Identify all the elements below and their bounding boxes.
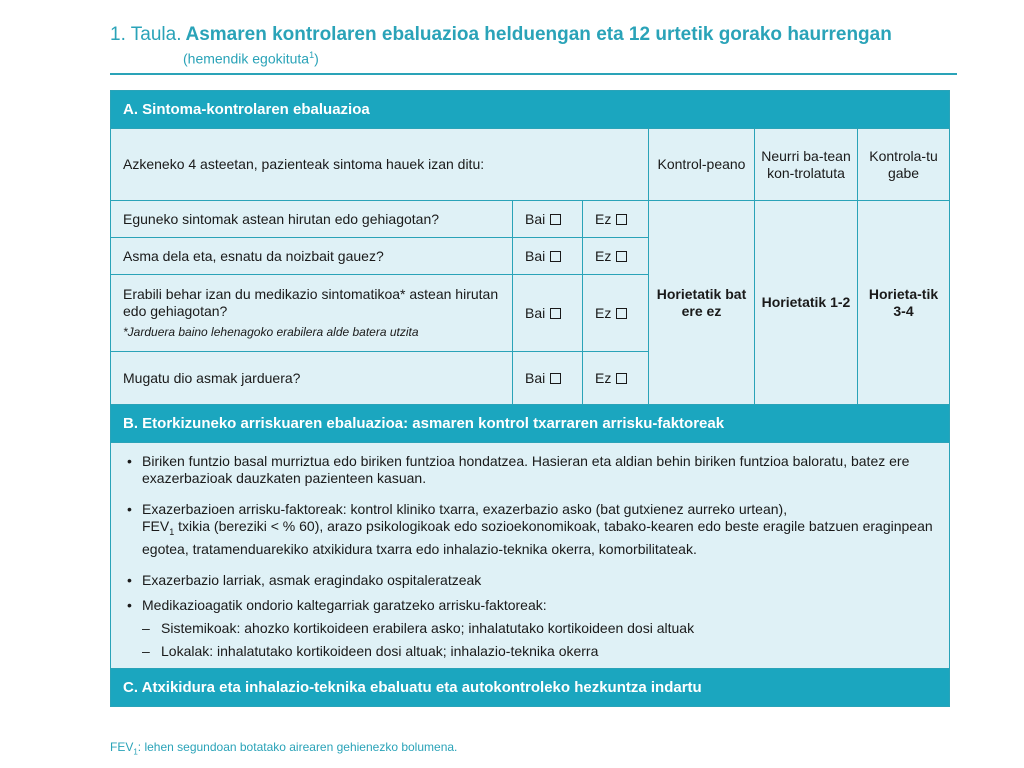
question-note: *Jarduera baino lehenagoko erabilera alde batera utzita xyxy=(123,324,419,339)
yes-option[interactable] xyxy=(513,201,583,238)
result-partially-controlled: Horietatik 1-2 xyxy=(755,201,858,405)
yes-label: Bai xyxy=(525,211,546,227)
caption-prefix: 1. Taula. xyxy=(110,24,182,45)
list-item: • Exazerbazio larriak, asmak eragindako ospitaleratzeak xyxy=(125,572,935,589)
footnote-fev: FEV xyxy=(110,740,134,754)
caption-sub-close: ) xyxy=(314,50,319,67)
no-option[interactable] xyxy=(583,201,649,238)
checkbox-icon[interactable] xyxy=(616,214,627,225)
no-option[interactable] xyxy=(583,275,649,352)
section-b-header xyxy=(111,405,950,443)
list-item: • Biriken funtzio basal murriztua edo biriken funtzioa hondatzea. Hasieran eta aldian behin biriken funtzioa baloratu, batez ere exazerbazioak dauzkaten pazienteen kasuan. xyxy=(125,453,935,487)
list-item xyxy=(125,597,935,660)
yes-option[interactable] xyxy=(513,275,583,352)
col-uncontrolled: Kontrola-tu gabe xyxy=(858,129,950,201)
section-b-heading: B. Etorkizuneko arriskuaren ebaluazioa: asmaren kontrol txarraren arrisku-faktoreak xyxy=(111,405,950,443)
yes-label: Bai xyxy=(525,370,546,386)
caption-sub-sup: 1 xyxy=(309,50,315,60)
list-item xyxy=(125,501,935,558)
question-header: Azkeneko 4 asteetan, pazienteak sintoma hauek izan ditu: xyxy=(111,129,649,201)
sub-list xyxy=(142,620,935,660)
question-text: Asma dela eta, esnatu da noizbait gauez? xyxy=(111,238,513,275)
list-item-text: Exazerbazioen arrisku-faktoreak: kontrol kliniko txarra, exazerbazio asko (bat gutxienez aurreko urtean), xyxy=(142,501,788,517)
caption-title xyxy=(110,24,970,46)
section-c-heading: C. Atxikidura eta inhalazio-teknika ebaluatu eta autokontroleko hezkuntza indartu xyxy=(111,668,950,706)
caption-subtitle xyxy=(183,46,970,68)
fev-label: FEV xyxy=(142,518,170,534)
list-item-text: Medikazioagatik ondorio kaltegarriak garatzeko arrisku-faktoreak: xyxy=(142,596,547,613)
no-label: Ez xyxy=(595,211,612,227)
checkbox-icon[interactable] xyxy=(616,373,627,384)
question-cell xyxy=(111,275,513,352)
caption-main: Asmaren kontrolaren ebaluazioa helduengan eta 12 urtetik gorako haurrengan xyxy=(185,24,892,45)
risk-factor-list xyxy=(125,453,935,660)
checkbox-icon[interactable] xyxy=(616,308,627,319)
footnote-fev-sub: 1 xyxy=(133,747,138,757)
no-option[interactable] xyxy=(583,238,649,275)
caption-rule xyxy=(110,73,957,75)
result-uncontrolled: Horieta-tik 3-4 xyxy=(858,201,950,405)
checkbox-icon[interactable] xyxy=(550,251,561,262)
question-row xyxy=(111,201,950,238)
no-label: Ez xyxy=(595,370,612,386)
no-label: Ez xyxy=(595,305,612,321)
sub-list-item: – Lokalak: inhalatutako kortikoideen dosi altuak; inhalazio-teknika okerra xyxy=(142,643,935,660)
asthma-control-table xyxy=(110,90,950,707)
yes-label: Bai xyxy=(525,248,546,264)
section-c-header xyxy=(111,668,950,706)
question-text: Mugatu dio asmak jarduera? xyxy=(111,352,513,405)
section-a-header xyxy=(111,91,950,129)
caption-sub-text: (hemendik egokitutа xyxy=(183,50,310,67)
yes-option[interactable] xyxy=(513,238,583,275)
footnote xyxy=(110,740,457,756)
yes-option[interactable] xyxy=(513,352,583,405)
footnote-text: : lehen segundoan botatako airearen gehienezko bolumena. xyxy=(137,740,458,754)
no-option[interactable] xyxy=(583,352,649,405)
no-label: Ez xyxy=(595,248,612,264)
yes-label: Bai xyxy=(525,305,546,321)
checkbox-icon[interactable] xyxy=(616,251,627,262)
section-a-column-header-row xyxy=(111,129,950,201)
col-controlled: Kontrol-peano xyxy=(649,129,755,201)
section-b-body xyxy=(111,443,950,669)
question-text: Eguneko sintomak astean hirutan edo gehiagotan? xyxy=(111,201,513,238)
section-a-heading: A. Sintoma-kontrolaren ebaluazioa xyxy=(111,91,950,129)
fev-subscript: 1 xyxy=(169,526,175,537)
section-b-content xyxy=(111,443,950,669)
question-text: Erabili behar izan du medikazio sintomatikoa* astean hirutan edo gehiagotan? xyxy=(123,285,499,319)
checkbox-icon[interactable] xyxy=(550,214,561,225)
sub-list-item: – Sistemikoak: ahozko kortikoideen erabilera asko; inhalatutako kortikoideen dosi altuak xyxy=(142,620,935,637)
result-controlled: Horietatik bat ere ez xyxy=(649,201,755,405)
list-item-text: txikia (bereziki < % 60), arazo psikologikoak edo sozioekonomikoak, tabako-kearen edo beste eragile batzuen eraginpean egotea, tratamenduarekiko atxikidura txarra edo inhalazio-teknika okerra, komorbilitateak. xyxy=(142,518,933,557)
checkbox-icon[interactable] xyxy=(550,373,561,384)
checkbox-icon[interactable] xyxy=(550,308,561,319)
table-caption xyxy=(110,24,970,68)
col-partially-controlled: Neurri ba-tean kon-trolatuta xyxy=(755,129,858,201)
